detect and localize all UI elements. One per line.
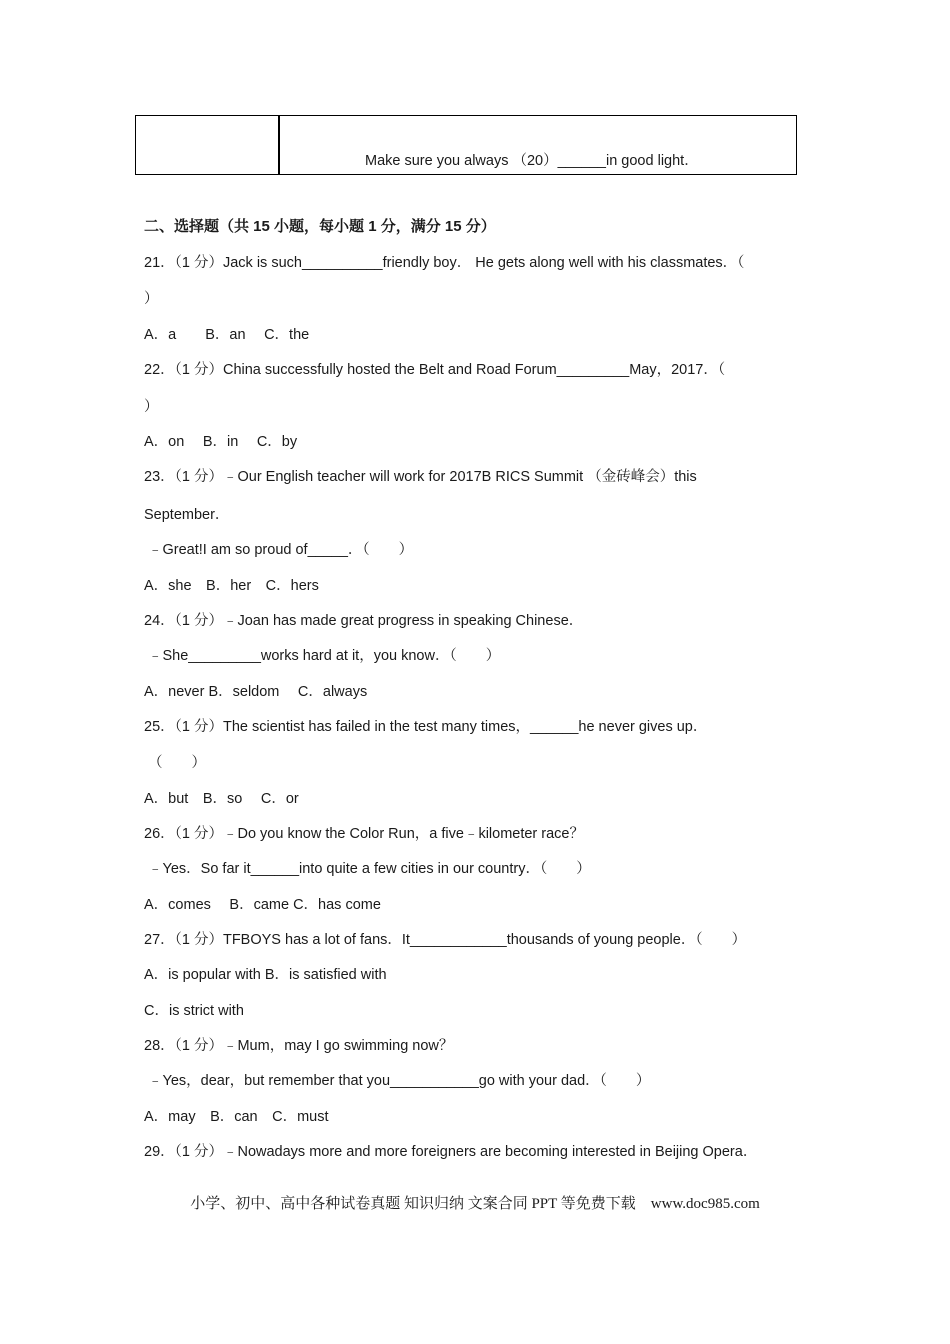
question-27: 27．（1 分）TFBOYS has a lot of fans．It____________thousands of young people．（ ） [144,932,747,948]
question-26-options: A．comes B．came C．has come [144,897,381,913]
question-21: 21．（1 分）Jack is such__________friendly boy． He gets along well with his classmates．（ [144,255,745,271]
page-footer: 小学、初中、高中各种试卷真题 知识归纳 文案合同 PPT 等免费下载 www.doc985.com [190,1196,760,1212]
question-27-options: A．is popular with B．is satisfied with [144,967,387,983]
question-27-options-2: C．is strict with [144,1003,244,1019]
answer-table [135,115,797,175]
question-21-bracket: ） [144,291,159,307]
question-22: 22．（1 分）China successfully hosted the Belt and Road Forum_________May，2017．（ [144,362,726,378]
question-29: 29．（1 分）﹣Nowadays more and more foreigners are becoming interested in Beijing Opera． [144,1144,758,1160]
question-24: 24．（1 分）﹣Joan has made great progress in speaking Chinese． [144,613,584,629]
question-28-reply: ﹣Yes，dear，but remember that you___________go with your dad．（ ） [148,1073,651,1089]
question-26-reply: ﹣Yes．So far it______into quite a few cities in our country．（ ） [148,861,591,877]
question-25: 25．（1 分）The scientist has failed in the test many times，______he never gives up． [144,719,708,735]
question-23-options: A．she B．her C．hers [144,578,319,594]
question-21-options: A．a B．an C．the [144,327,310,343]
question-28: 28．（1 分）﹣Mum，may I go swimming now？ [144,1038,454,1054]
question-23-cont: September． [144,507,230,523]
section-title: 二、选择题（共 15 小题，每小题 1 分，满分 15 分） [144,218,496,235]
question-24-options: A．never B．seldom C．always [144,684,368,700]
question-24-reply: ﹣She_________works hard at it，you know．（ ） [148,648,501,664]
question-28-options: A．may B．can C．must [144,1109,329,1125]
question-22-bracket: ） [144,399,159,415]
question-22-options: A．on B．in C．by [144,434,298,450]
table-cell-text: Make sure you always （20）______in good light． [365,153,699,169]
question-25-options: A．but B．so C．or [144,791,299,807]
question-23-reply: ﹣Great!I am so proud of_____．（ ） [148,542,414,558]
question-25-bracket: （ ） [148,755,206,771]
table-column-divider [278,116,280,174]
question-26: 26．（1 分）﹣Do you know the Color Run，a five﹣kilometer race？ [144,826,584,842]
question-23: 23．（1 分）﹣Our English teacher will work for 2017B RICS Summit （金砖峰会）this [144,469,697,485]
